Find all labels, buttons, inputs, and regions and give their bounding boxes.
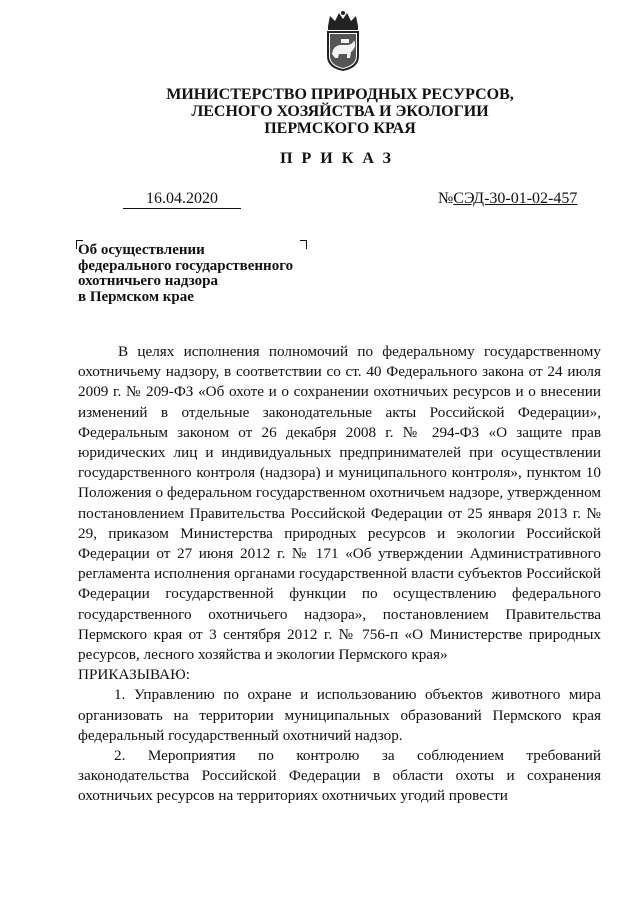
order-word: ПРИКАЗЫВАЮ:	[78, 666, 190, 684]
document-type: ПРИКАЗ	[280, 150, 400, 167]
ministry-name	[140, 86, 540, 137]
order-item-1: 1. Управлению по охране и использованию объектов животного мира организовать на территории муниципальных образований Пермского края федеральный государственный охотничий надзор.	[78, 686, 601, 744]
ministry-line-2: ЛЕСНОГО ХОЗЯЙСТВА И ЭКОЛОГИИ	[191, 103, 489, 120]
document-body	[78, 342, 601, 807]
ministry-line-3: ПЕРМСКОГО КРАЯ	[264, 120, 416, 137]
coat-of-arms-icon	[320, 10, 366, 72]
subject-line: в Пермском крае	[78, 288, 194, 305]
order-date: 16.04.2020	[123, 190, 241, 209]
order-number-prefix: №	[438, 190, 454, 207]
order-item-2: 2. Мероприятия по контролю за соблюдением требований законодательства Российской Федерации в области охоты и сохранения охотничьих ресурсов на территориях охотничьих угодий провести	[78, 747, 601, 805]
order-subject	[78, 243, 338, 305]
order-number	[438, 190, 577, 208]
ministry-line-1: МИНИСТЕРСТВО ПРИРОДНЫХ РЕСУРСОВ,	[166, 86, 514, 103]
subject-line: федерального государственного	[78, 257, 294, 274]
subject-line: Об осуществлении	[78, 242, 205, 258]
subject-line: охотничьего надзора	[78, 273, 218, 290]
preamble-paragraph: В целях исполнения полномочий по федеральному государственному охотничьему надзору, в соответствии со ст. 40 Федерального закона от 24 июля 2009 г. № 209-ФЗ «Об охоте и о сохранении охотничьих ресурсов и о внесении изменений в отдельные законодательные акты Российской Федерации», Федеральным законом от 26 декабря 2008 г. № 294-ФЗ «О защите прав юридических лиц и индивидуальных предпринимателей при осуществлении государственного контроля (надзора) и муниципального контроля», пунктом 10 Положения о федеральном государственном охотничьем надзоре, утвержденном постановлением Правительства Российской Федерации от 25 января 2013 г. № 29, приказом Министерства природных ресурсов и экологии Российской Федерации от 27 июня 2012 г. № 171 «Об утверждении Административного регламента исполнения органами государственной власти субъектов Российской Федерации государственной функции по осуществлению федерального государственного охотничьего надзора», постановлением Правительства Пермского края от 3 сентября 2012 г. № 756-п «О Министерстве природных ресурсов, лесного хозяйства и экологии Пермского края»	[78, 343, 601, 664]
order-number-value: СЭД-30-01-02-457	[453, 190, 578, 207]
